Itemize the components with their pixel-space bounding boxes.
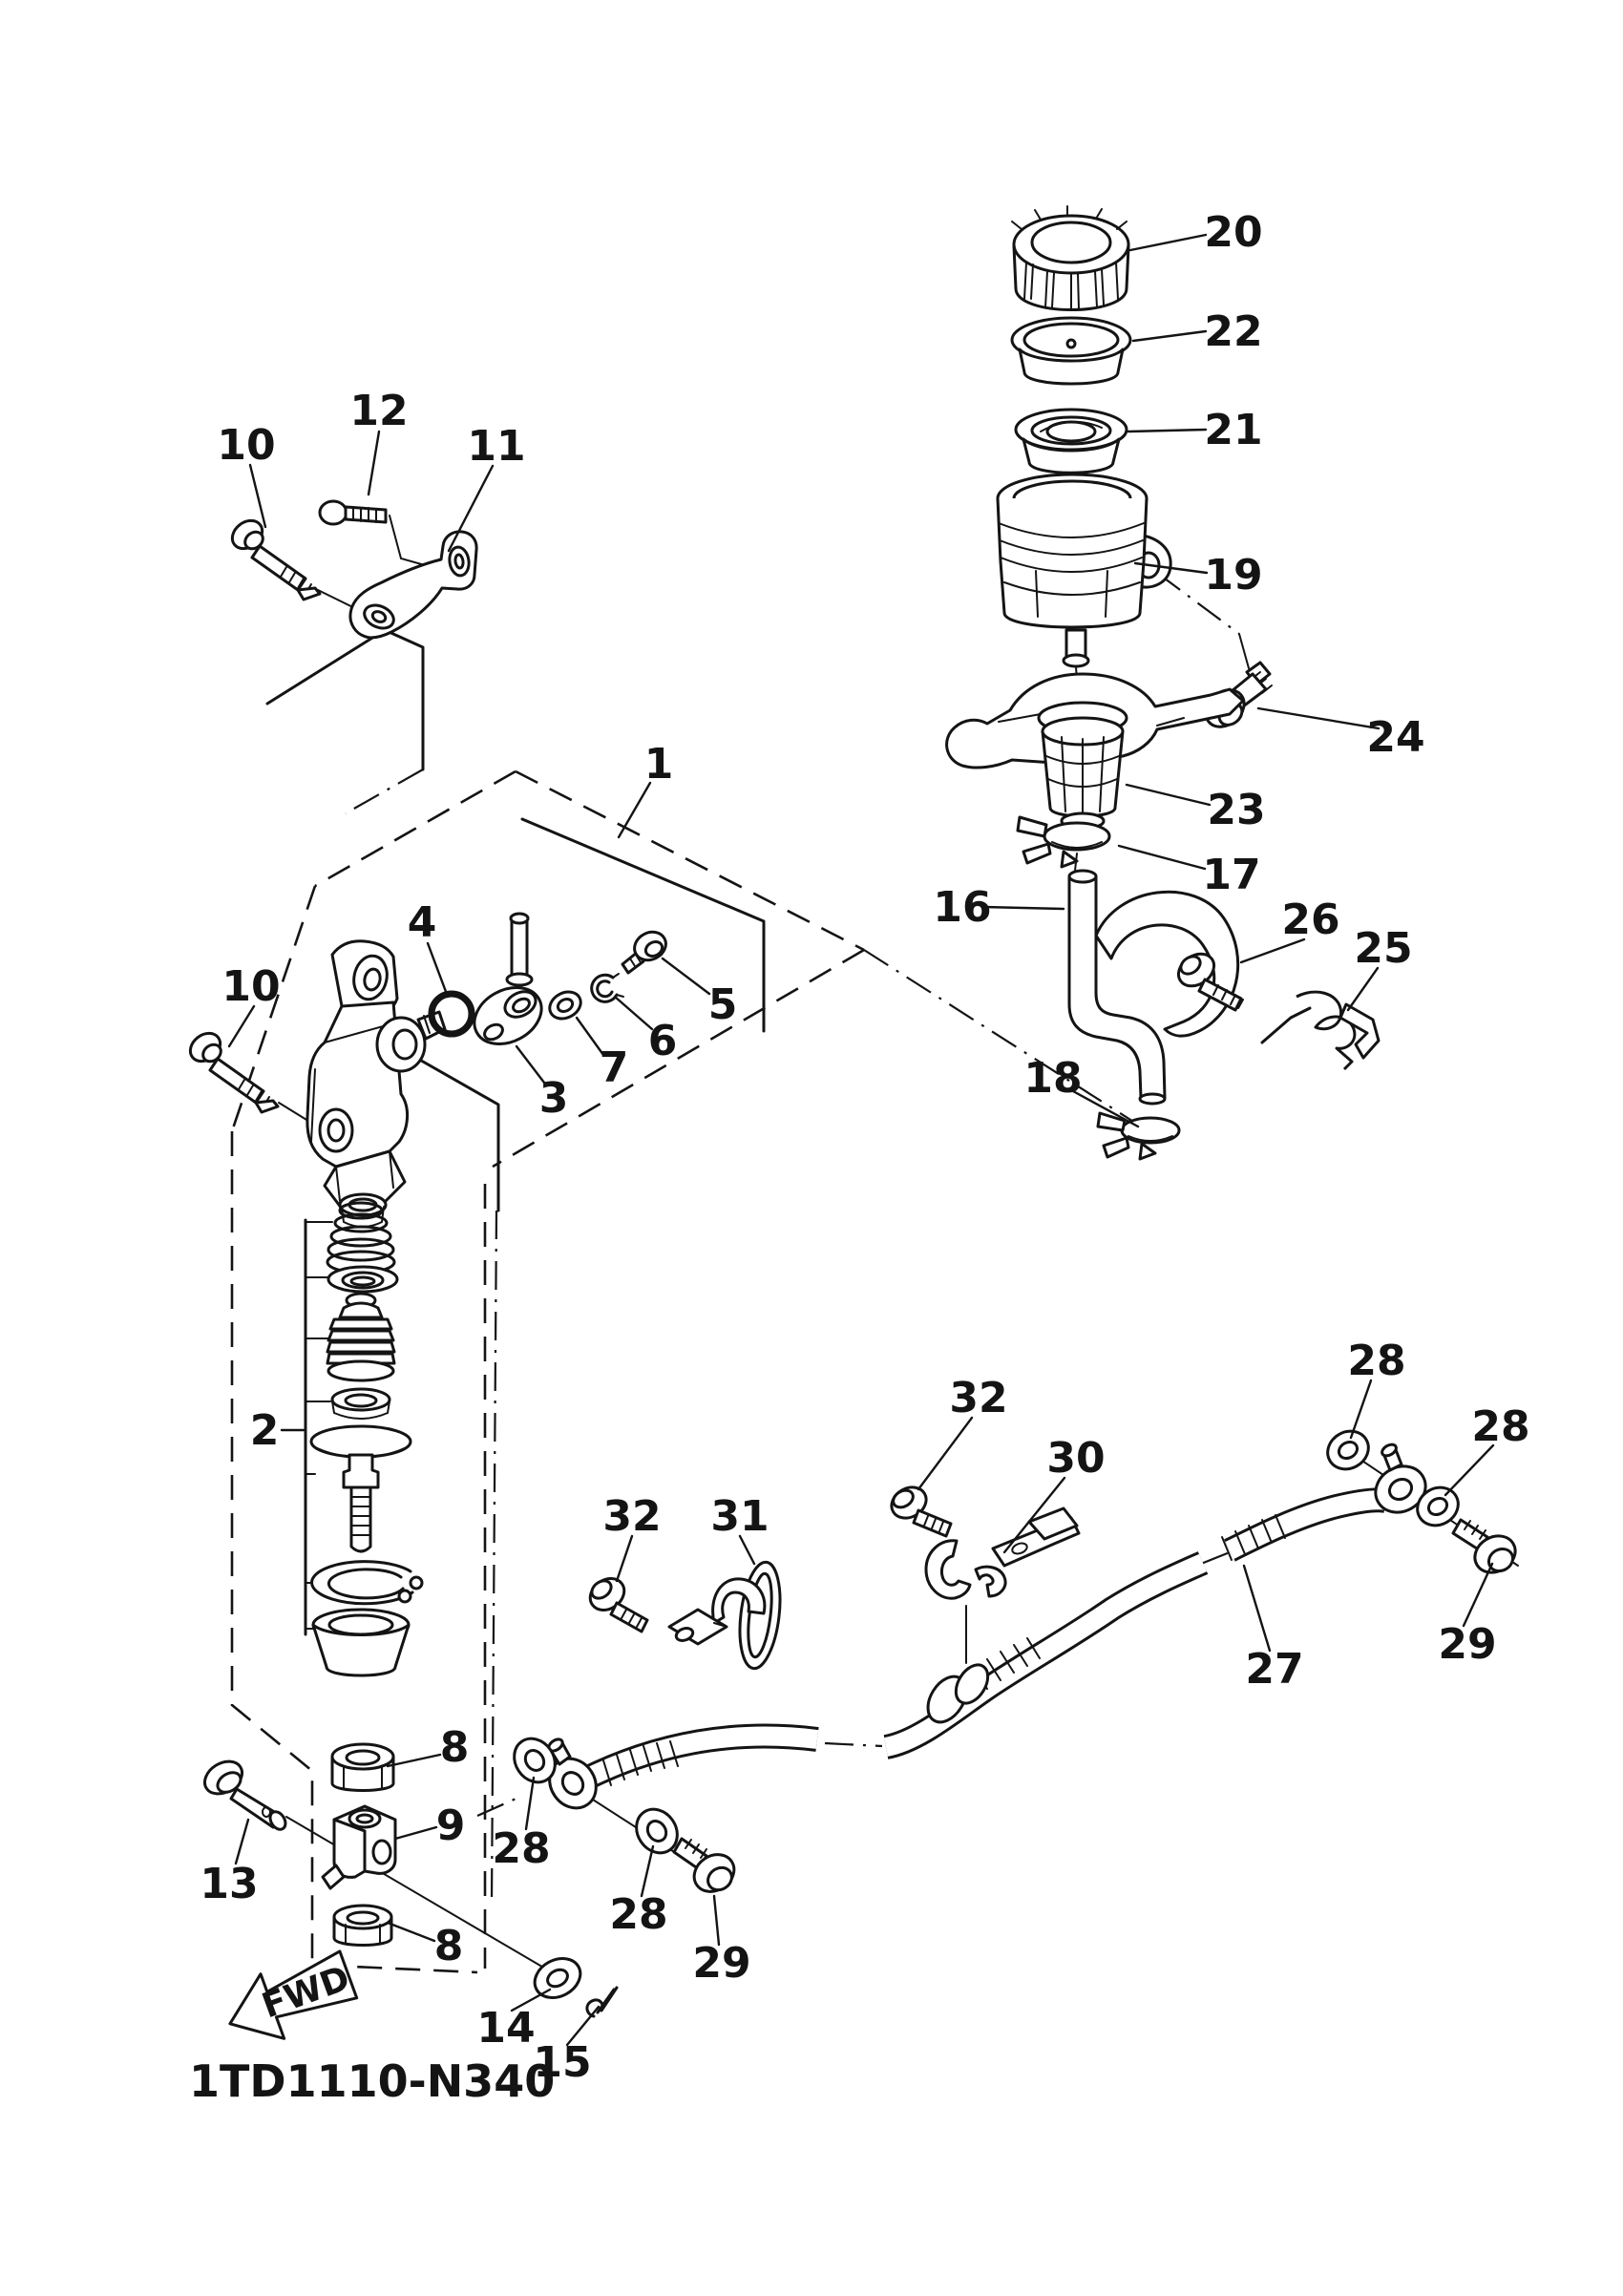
callout-16-18: 16 — [933, 883, 992, 932]
callout-leader-24-15 — [1258, 708, 1379, 728]
callout-32-22: 32 — [602, 1492, 662, 1541]
callout-leader-27-28 — [1244, 1566, 1270, 1651]
part-12-screw — [320, 501, 386, 524]
callout-29-29: 29 — [1438, 1620, 1497, 1669]
callout-leader-28-35 — [642, 1846, 653, 1896]
diagram-code: 1TD1110-N340 — [189, 2055, 556, 2107]
callout-28-27: 28 — [1471, 1402, 1530, 1451]
callout-3-8: 3 — [538, 1074, 569, 1123]
callout-25-20: 25 — [1354, 924, 1413, 973]
part-13-clevis-pin — [199, 1755, 288, 1832]
callout-20-11: 20 — [1204, 208, 1263, 257]
callout-leader-28-34 — [526, 1778, 534, 1829]
construction-lines — [232, 516, 1518, 1972]
callout-leader-8-30 — [388, 1755, 440, 1766]
callout-leader-23-16 — [1127, 785, 1210, 805]
callout-leader-10-9 — [229, 1006, 254, 1046]
callout-leader-21-13 — [1128, 430, 1206, 432]
callout-23-16: 23 — [1207, 786, 1266, 834]
callout-layer — [200, 208, 1529, 2087]
callout-31-23: 31 — [710, 1492, 769, 1541]
part-17-hose-clamp — [1018, 817, 1109, 867]
callout-leader-4-4 — [428, 943, 448, 997]
callout-30-25: 30 — [1046, 1434, 1106, 1483]
callout-leader-29-36 — [714, 1896, 719, 1945]
part-3-joint — [465, 914, 552, 1055]
callout-13-32: 13 — [200, 1860, 259, 1908]
callout-15-38: 15 — [533, 2038, 592, 2087]
part-5-screw — [622, 927, 671, 973]
callout-9-31: 9 — [435, 1801, 466, 1850]
part-8-nut-upper — [332, 1744, 393, 1791]
callout-32-24: 32 — [949, 1374, 1008, 1422]
callout-leader-32-24 — [918, 1418, 972, 1489]
fwd-label: FWD — [257, 1958, 355, 2027]
callout-leader-17-17 — [1119, 846, 1205, 869]
master-cylinder-body — [307, 941, 445, 1227]
part-11-bracket — [350, 532, 476, 638]
part-8-nut-lower — [334, 1906, 391, 1946]
part-21-diaphragm — [1016, 410, 1127, 473]
callout-26-19: 26 — [1281, 895, 1340, 944]
callout-leader-9-31 — [395, 1827, 436, 1839]
callout-12-1: 12 — [349, 387, 409, 435]
part-31-hose-holder — [669, 1560, 786, 1671]
part-6-e-clip — [592, 974, 623, 1001]
callout-10-9: 10 — [221, 962, 281, 1011]
part-7-washer — [545, 987, 585, 1024]
callout-leader-6-6 — [615, 997, 652, 1029]
callout-6-6: 6 — [647, 1017, 678, 1065]
callout-7-7: 7 — [599, 1043, 629, 1092]
callout-24-15: 24 — [1366, 713, 1425, 762]
callout-leader-29-29 — [1464, 1564, 1492, 1626]
callout-leader-13-32 — [236, 1820, 248, 1864]
callout-4-4: 4 — [407, 898, 437, 947]
part-15-cotter-pin — [587, 1988, 617, 2016]
callout-21-13: 21 — [1204, 406, 1263, 454]
callout-2-10: 2 — [249, 1406, 280, 1455]
callout-8-30: 8 — [439, 1723, 470, 1772]
callout-leader-22-12 — [1133, 331, 1206, 341]
part-25-clip — [1262, 992, 1379, 1069]
callout-leader-12-1 — [369, 432, 379, 495]
callout-leader-20-11 — [1130, 235, 1206, 250]
fwd-arrow — [218, 1946, 362, 2054]
callout-18-21: 18 — [1023, 1054, 1083, 1103]
part-2-piston-kit — [306, 1203, 422, 1675]
part-9-clevis — [323, 1806, 395, 1888]
callout-28-35: 28 — [609, 1890, 668, 1939]
callout-27-28: 27 — [1245, 1645, 1304, 1694]
callout-8-33: 8 — [433, 1922, 464, 1970]
callout-17-17: 17 — [1202, 851, 1261, 899]
callout-1-3: 1 — [643, 740, 674, 789]
part-29-union-bolt-left — [674, 1839, 741, 1899]
part-22-diaphragm-plate — [1012, 318, 1130, 384]
callout-leader-28-26 — [1351, 1380, 1371, 1438]
part-19-reservoir — [998, 474, 1170, 666]
callout-leader-28-27 — [1445, 1445, 1493, 1495]
callout-leader-10-0 — [250, 465, 265, 527]
callout-leader-25-20 — [1348, 968, 1378, 1010]
callout-10-0: 10 — [217, 421, 276, 470]
part-29-union-bolt-right — [1453, 1520, 1522, 1580]
callout-leader-8-33 — [388, 1923, 434, 1941]
part-28-washer-right-upper — [1320, 1424, 1375, 1477]
callout-29-36: 29 — [692, 1939, 751, 1988]
callout-leader-1-3 — [619, 783, 650, 837]
callout-19-14: 19 — [1204, 551, 1263, 600]
part-20-reservoir-cap — [1012, 206, 1128, 310]
callout-leader-5-5 — [663, 958, 709, 994]
part-18-hose-clamp — [1098, 1113, 1179, 1159]
callout-leader-16-18 — [983, 907, 1064, 909]
callout-28-34: 28 — [492, 1824, 551, 1873]
part-10-bolt-upper — [227, 515, 320, 600]
callout-leader-32-22 — [617, 1536, 632, 1581]
callout-5-5: 5 — [707, 980, 738, 1029]
callout-14-37: 14 — [476, 2004, 536, 2053]
callout-22-12: 22 — [1204, 307, 1263, 356]
callout-28-26: 28 — [1347, 1337, 1406, 1385]
callout-11-2: 11 — [467, 422, 526, 471]
part-23-reservoir-holder — [947, 674, 1243, 829]
